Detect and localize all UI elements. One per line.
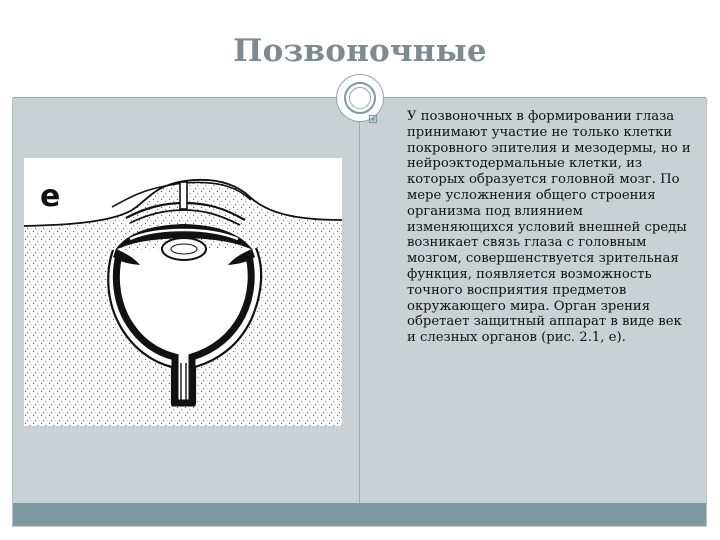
- bullet-square-icon: [368, 114, 378, 124]
- figure-label: е: [40, 179, 61, 214]
- footer-strip: [13, 503, 706, 526]
- figure-lens: [162, 238, 206, 260]
- eye-development-illustration: [24, 158, 342, 426]
- text-column: [387, 109, 692, 419]
- slide-title: Позвоночные: [233, 33, 487, 69]
- body-paragraph: У позвоночных в формировании глаза принимают участие не только клетки покровного эпителия и мезодермы, но и нейроэктодермальные клетки, из которых образуется головной мозг. По мере усложнения общего строения организма под влиянием изменяющихся условий внешней среды возникает связь глаза с головным мозгом, совершенствуется зрительная функция, появляется возможность точного восприятия предметов окружающего мира. Орган зрения обретает защитный аппарат в виде век и слезных органов (рис. 2.1, е).: [407, 109, 691, 346]
- eye-development-figure: [24, 158, 342, 426]
- column-divider: [359, 98, 360, 503]
